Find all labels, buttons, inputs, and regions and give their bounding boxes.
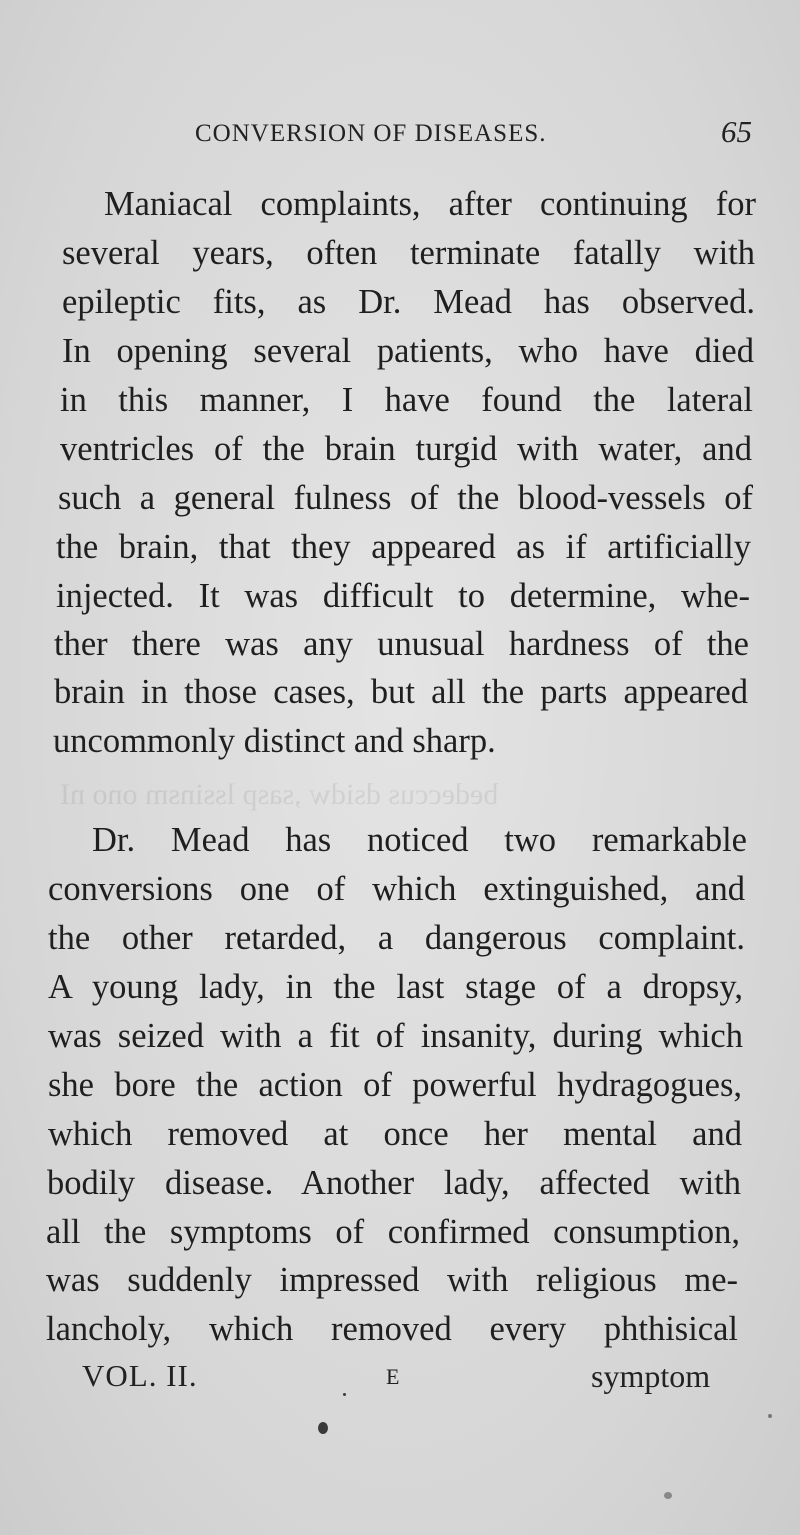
running-title: CONVERSION OF DISEASES. xyxy=(195,120,547,147)
text-line: Maniacal complaints, after continuing for xyxy=(104,185,756,223)
show-through-text: bedeccus dsidw ,sasp lssinsm ono nI xyxy=(60,778,499,811)
text-line: Dr. Mead has noticed two remarkable xyxy=(92,821,747,859)
text-line: she bore the action of powerful hydragogues, xyxy=(48,1066,742,1104)
text-line: several years, often terminate fatally with xyxy=(62,234,755,272)
page-header xyxy=(0,112,800,162)
text-line: ventricles of the brain turgid with water, and xyxy=(60,430,752,468)
catchword: symptom xyxy=(591,1358,711,1394)
text-line: epileptic fits, as Dr. Mead has observed. xyxy=(62,283,755,321)
text-line: all the symptoms of confirmed consumption, xyxy=(46,1213,740,1251)
ink-speck xyxy=(768,1414,772,1418)
text-line: A young lady, in the last stage of a dropsy, xyxy=(48,968,743,1006)
volume-signature: VOL. II. xyxy=(82,1358,198,1393)
text-line: In opening several patients, who have died xyxy=(62,332,754,370)
text-line: brain in those cases, but all the parts appeared xyxy=(54,673,748,711)
text-line: the other retarded, a dangerous complaint. xyxy=(48,919,745,957)
text-line: the brain, that they appeared as if artificially xyxy=(56,528,751,566)
gathering-mark: E xyxy=(386,1364,400,1389)
text-line: was seized with a fit of insanity, during which xyxy=(48,1017,743,1055)
text-line: was suddenly impressed with religious me- xyxy=(46,1261,738,1299)
text-line: injected. It was difficult to determine, whe- xyxy=(56,577,750,615)
page-footer xyxy=(0,1358,800,1402)
ink-speck xyxy=(318,1422,328,1434)
text-line: in this manner, I have found the lateral xyxy=(60,381,753,419)
text-line: lancholy, which removed every phthisical xyxy=(46,1310,738,1348)
text-line: bodily disease. Another lady, affected with xyxy=(47,1164,741,1202)
text-line: ther there was any unusual hardness of the xyxy=(54,625,749,663)
text-line: which removed at once her mental and xyxy=(48,1115,742,1153)
page-number: 65 xyxy=(721,114,752,149)
text-line: conversions one of which extinguished, and xyxy=(48,870,745,908)
ink-speck xyxy=(343,1393,346,1396)
text-line: uncommonly distinct and sharp. xyxy=(53,722,496,760)
ink-speck xyxy=(664,1492,672,1499)
text-line: such a general fulness of the blood-vessels of xyxy=(58,479,753,517)
